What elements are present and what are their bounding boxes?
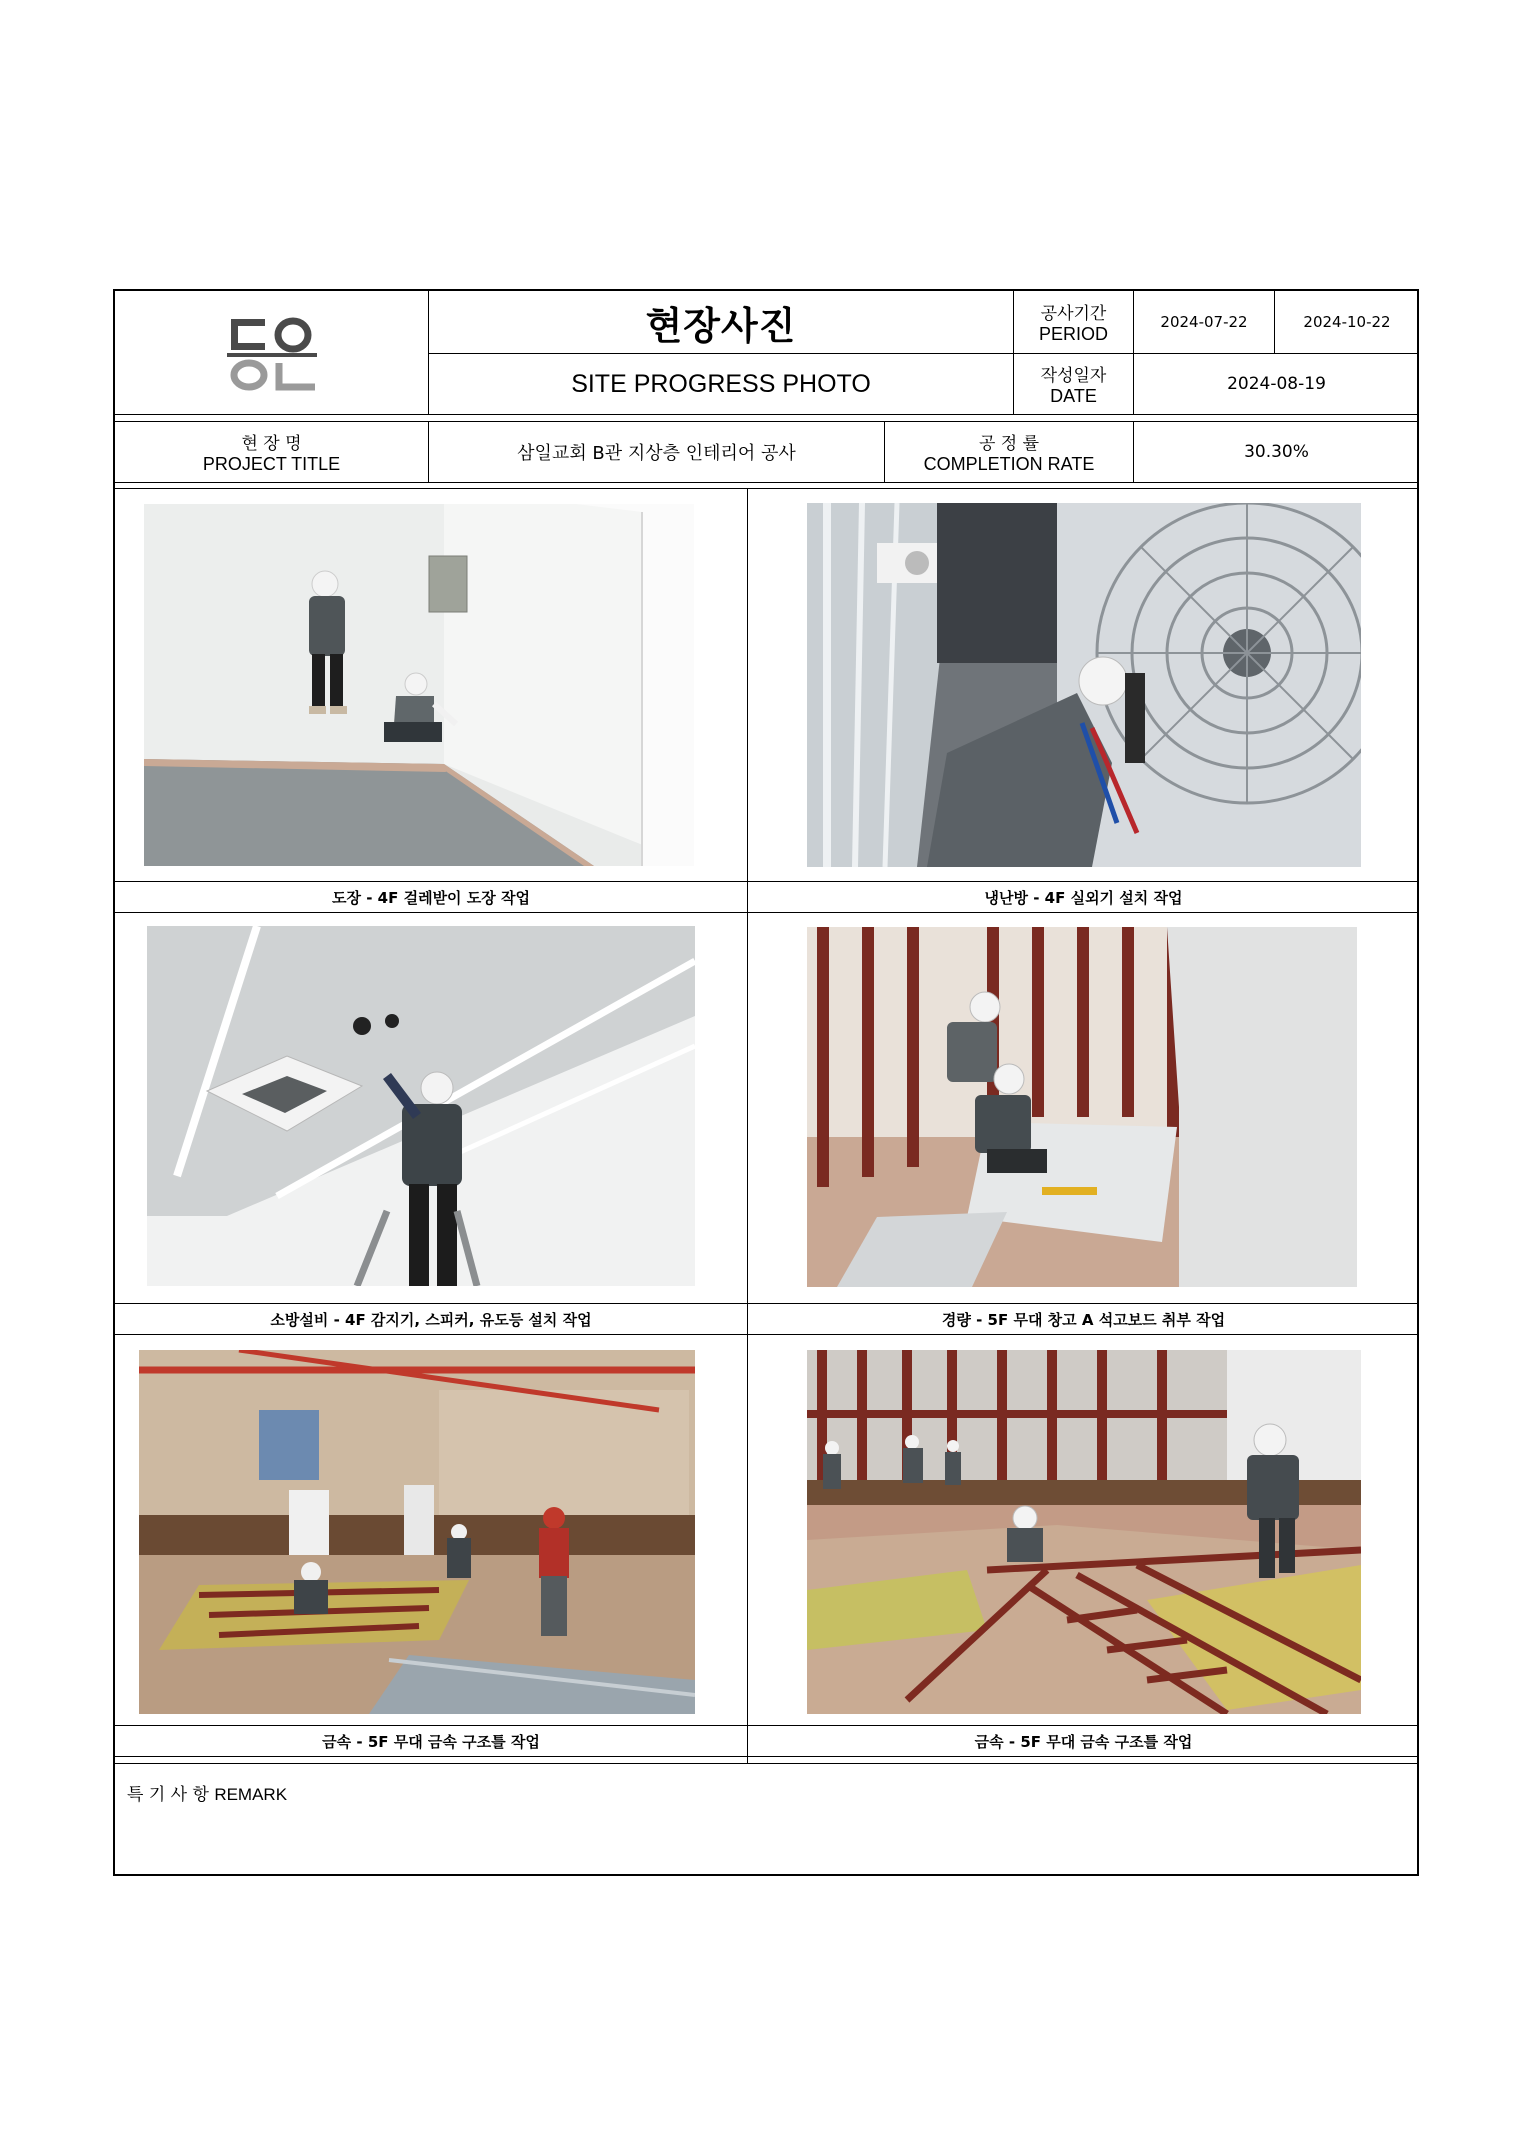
remark-label xyxy=(127,1780,287,1805)
project-title-value: 삼일교회 B관 지상층 인테리어 공사 xyxy=(517,443,796,464)
company-logo-icon xyxy=(227,313,317,393)
remark-label-en: REMARK xyxy=(214,1785,288,1804)
site-photo-report xyxy=(113,289,1419,1876)
photo-caption-5: 금속 - 5F 무대 금속 구조틀 작업 xyxy=(322,1732,540,1751)
photo-caption-3: 소방설비 - 4F 감지기, 스피커, 유도등 설치 작업 xyxy=(270,1310,592,1329)
date-value: 2024-08-19 xyxy=(1227,374,1326,394)
project-title-label-en: PROJECT TITLE xyxy=(202,454,341,474)
company-logo xyxy=(115,291,428,414)
photo-caption-2: 냉난방 - 4F 실외기 설치 작업 xyxy=(984,888,1183,907)
date-label-en: DATE xyxy=(1050,386,1097,406)
photo-gypsum-board xyxy=(807,927,1357,1287)
date-label xyxy=(1014,354,1133,414)
project-title-label-ko: 현 장 명 xyxy=(241,434,302,454)
photo-stage-hall xyxy=(139,1350,695,1714)
remark-section xyxy=(115,1764,1419,1876)
remark-label-ko: 특 기 사 항 xyxy=(127,1785,209,1805)
photo-caption-6: 금속 - 5F 무대 금속 구조틀 작업 xyxy=(974,1732,1193,1751)
completion-rate-value: 30.30% xyxy=(1244,442,1309,462)
page-title: 현장사진 xyxy=(645,303,797,348)
period-end: 2024-10-22 xyxy=(1303,313,1391,331)
period-start: 2024-07-22 xyxy=(1160,313,1248,331)
period-label-en: PERIOD xyxy=(1038,324,1108,344)
project-title-label xyxy=(115,422,428,482)
completion-rate-label-ko: 공 정 률 xyxy=(978,434,1040,454)
photo-stage-frame xyxy=(807,1350,1361,1714)
photo-fire-equipment xyxy=(147,926,695,1286)
completion-rate-label xyxy=(885,422,1133,482)
completion-rate-label-en: COMPLETION RATE xyxy=(923,454,1095,474)
photo-caption-4: 경량 - 5F 무대 창고 A 석고보드 취부 작업 xyxy=(941,1310,1226,1329)
date-label-ko: 작성일자 xyxy=(1040,366,1107,386)
photo-caption-1: 도장 - 4F 걸레받이 도장 작업 xyxy=(332,888,530,907)
period-label-ko: 공사기간 xyxy=(1040,304,1107,324)
page-subtitle: SITE PROGRESS PHOTO xyxy=(571,369,871,398)
period-label xyxy=(1014,291,1133,353)
photo-outdoor-unit xyxy=(807,503,1361,867)
remark-text xyxy=(127,1808,1397,1868)
photo-painting xyxy=(144,504,694,866)
